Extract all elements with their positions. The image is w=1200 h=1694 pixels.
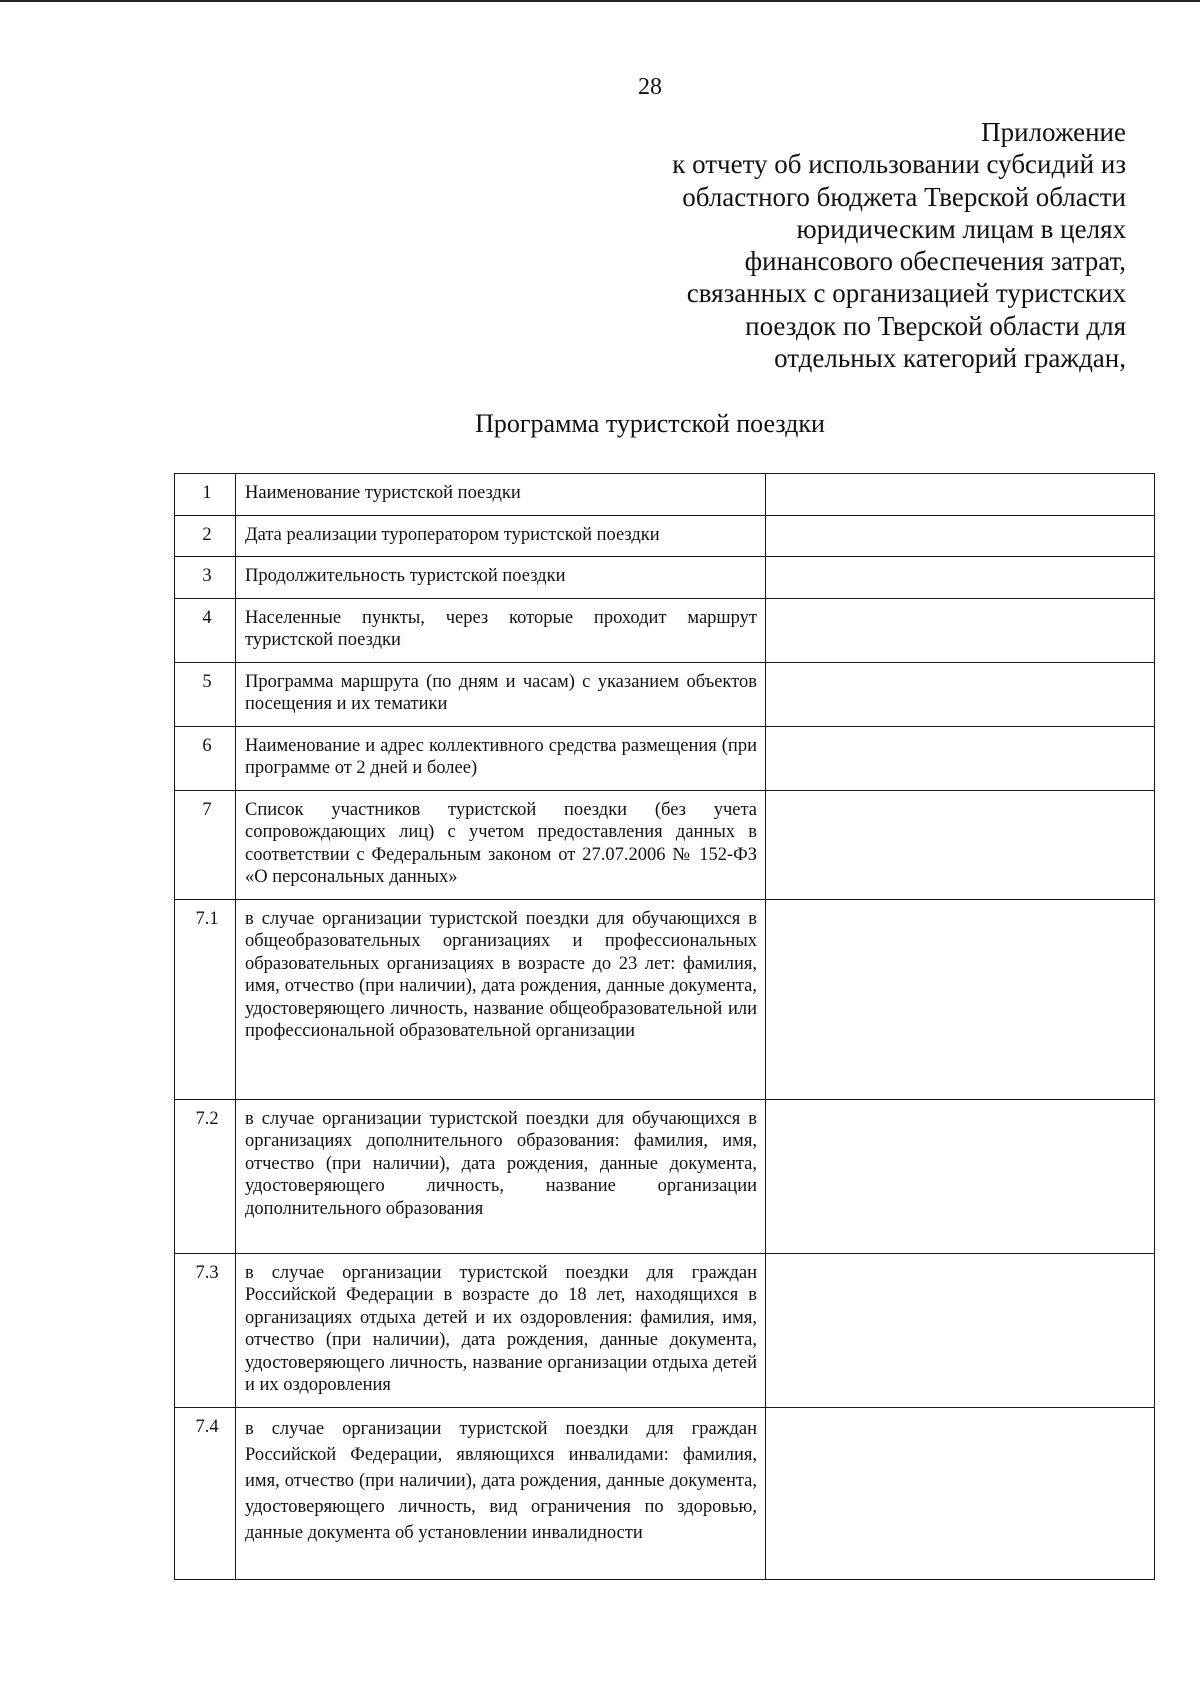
row-description: Список участников туристской поездки (без учета сопровождающих лиц) с учетом предоставления данных в соответствии с Федеральным законом от 27.07.2006 № 152-ФЗ «О персональных данных» [236, 790, 766, 899]
row-value-cell[interactable] [766, 790, 1155, 899]
table-row [175, 598, 1155, 662]
row-number: 7.1 [175, 899, 236, 1099]
row-number: 5 [175, 662, 236, 726]
page-top-rule [0, 0, 1200, 2]
appendix-line: отдельных категорий граждан, [774, 343, 1126, 374]
appendix-line: юридическим лицам в целях [796, 213, 1126, 244]
row-value-cell[interactable] [766, 598, 1155, 662]
table-row [175, 557, 1155, 599]
appendix-line: к отчету об использовании субсидий из [672, 149, 1126, 180]
appendix-line: областного бюджета Тверской области [682, 181, 1126, 212]
row-number: 7.3 [175, 1253, 236, 1407]
table-row [175, 474, 1155, 516]
row-description: в случае организации туристской поездки для граждан Российской Федерации в возрасте до 18 лет, находящихся в организациях отдыха детей и их оздоровления: фамилия, имя, отчество (при наличии), дата рождения, данные документа, удостоверяющего личность, название организации отдыха детей и их оздоровления [236, 1253, 766, 1407]
row-number: 7.2 [175, 1099, 236, 1253]
appendix-line: поездок по Тверской области для [745, 310, 1126, 341]
program-table [174, 473, 1155, 1580]
row-value-cell[interactable] [766, 474, 1155, 516]
table-row [175, 1253, 1155, 1407]
table-row [175, 662, 1155, 726]
table-row [175, 1407, 1155, 1579]
row-description: Дата реализации туроператором туристской поездки [236, 515, 766, 557]
row-value-cell[interactable] [766, 557, 1155, 599]
row-description: в случае организации туристской поездки для обучающихся в общеобразовательных организациях и профессиональных образовательных организациях в возрасте до 23 лет: фамилия, имя, отчество (при наличии), дата рождения, данные документа, удостоверяющего личность, название общеобразовательной или профессиональной образовательной организации [236, 899, 766, 1099]
row-number: 6 [175, 726, 236, 790]
appendix-line: финансового обеспечения затрат, [744, 246, 1126, 277]
row-description: в случае организации туристской поездки для граждан Российской Федерации, являющихся инвалидами: фамилия, имя, отчество (при наличии), дата рождения, данные документа, удостоверяющего личность, вид ограничения по здоровью, данные документа об установлении инвалидности [236, 1407, 766, 1579]
row-value-cell[interactable] [766, 1253, 1155, 1407]
appendix-line: связанных с организацией туристских [686, 278, 1126, 309]
row-description: Программа маршрута (по дням и часам) с указанием объектов посещения и их тематики [236, 662, 766, 726]
table-row [175, 726, 1155, 790]
table-row [175, 1099, 1155, 1253]
row-number: 7 [175, 790, 236, 899]
row-value-cell[interactable] [766, 1407, 1155, 1579]
row-description: Продолжительность туристской поездки [236, 557, 766, 599]
table-row [175, 515, 1155, 557]
document-title: Программа туристской поездки [475, 409, 825, 438]
row-description: Наименование и адрес коллективного средства размещения (при программе от 2 дней и более) [236, 726, 766, 790]
table-row [175, 790, 1155, 899]
appendix-line: Приложение [981, 117, 1126, 147]
appendix-header [566, 116, 1126, 374]
row-number: 2 [175, 515, 236, 557]
row-value-cell[interactable] [766, 899, 1155, 1099]
row-value-cell[interactable] [766, 515, 1155, 557]
row-description: в случае организации туристской поездки для обучающихся в организациях дополнительного образования: фамилия, имя, отчество (при наличии), дата рождения, данные документа, удостоверяющего личность, название организации дополнительного образования [236, 1099, 766, 1253]
row-value-cell[interactable] [766, 1099, 1155, 1253]
row-value-cell[interactable] [766, 726, 1155, 790]
row-number: 4 [175, 598, 236, 662]
row-number: 1 [175, 474, 236, 516]
row-description: Населенные пункты, через которые проходит маршрут туристской поездки [236, 598, 766, 662]
row-number: 3 [175, 557, 236, 599]
row-value-cell[interactable] [766, 662, 1155, 726]
row-description: Наименование туристской поездки [236, 474, 766, 516]
row-number: 7.4 [175, 1407, 236, 1579]
table-row [175, 899, 1155, 1099]
page-number: 28 [638, 74, 662, 100]
